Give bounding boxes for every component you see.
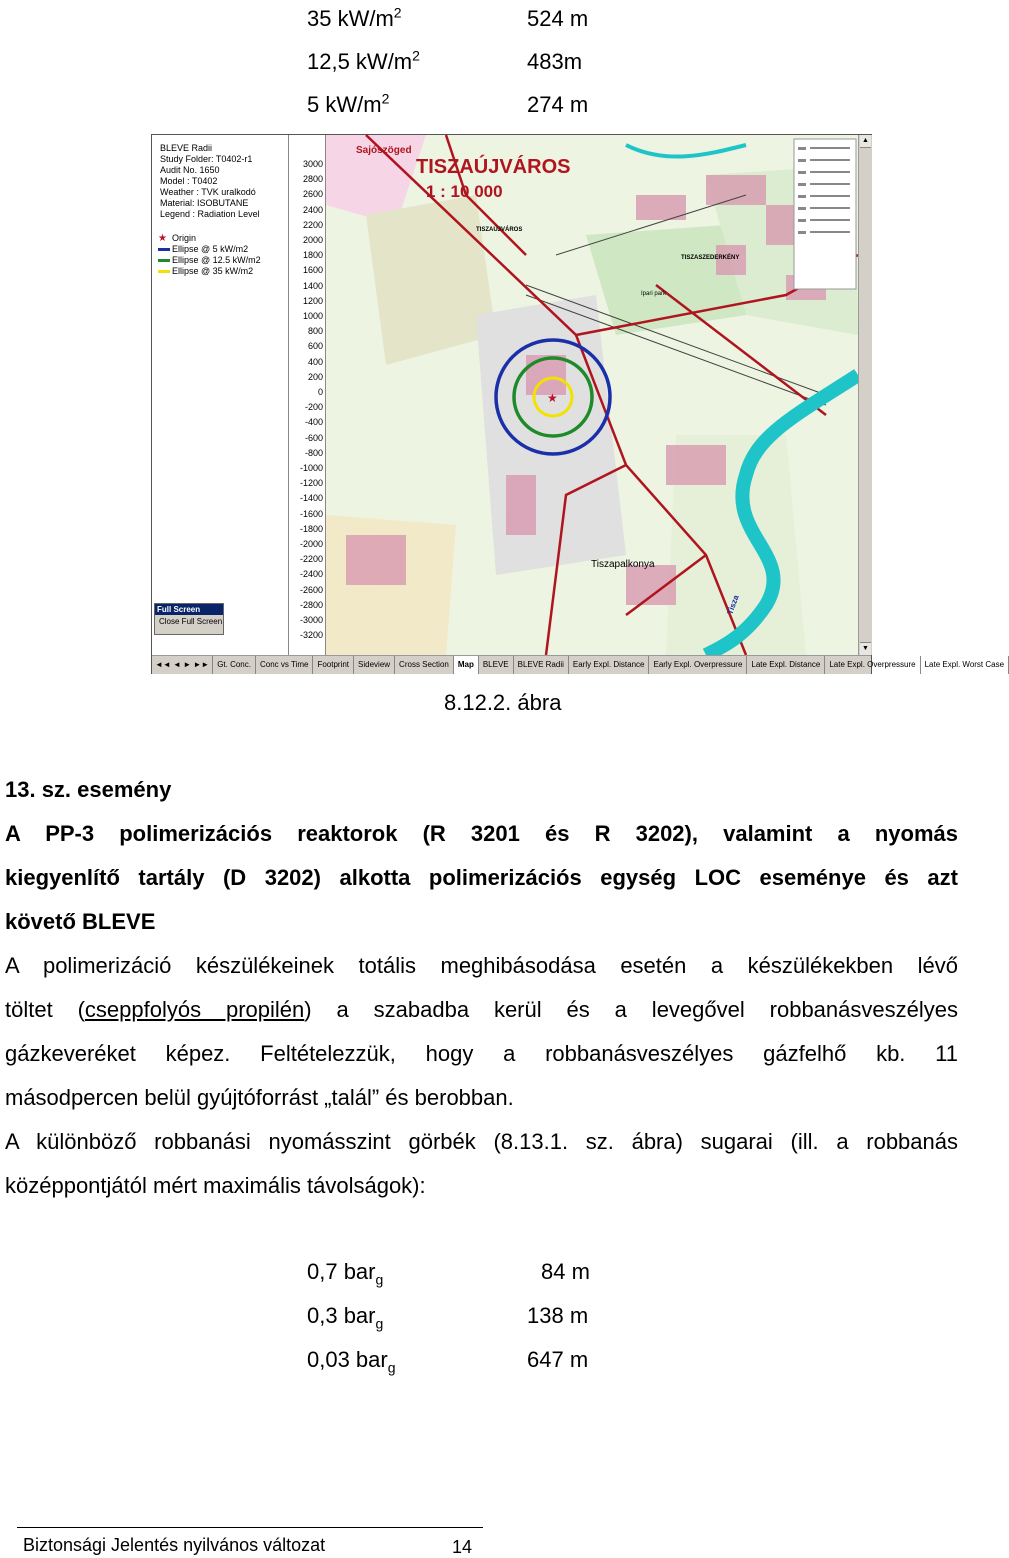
scale-tick-label: 2400 — [302, 204, 323, 215]
scroll-down-icon[interactable]: ▼ — [860, 642, 871, 655]
label-park: Ipari park — [641, 291, 667, 297]
scale-tick-label: -2400 — [299, 569, 323, 580]
tab-bleve-radii[interactable]: BLEVE Radii — [514, 656, 569, 674]
scale-tick-label: -400 — [304, 417, 323, 428]
tab-early-expl-distance[interactable]: Early Expl. Distance — [569, 656, 650, 674]
legend-item-origin: ★ Origin — [158, 233, 197, 244]
legend-item-35kw: Ellipse @ 35 kW/m2 — [158, 266, 261, 277]
tab-footprint[interactable]: Footprint — [313, 656, 354, 674]
origin-star-icon: ★ — [547, 391, 558, 405]
scale-tick-label: -2000 — [299, 539, 323, 549]
figure-caption: 8.12.2. ábra — [444, 690, 562, 715]
scale-tick-label: -600 — [304, 432, 323, 443]
study-info-line: Weather : TVK uralkodó — [160, 187, 256, 197]
tab-late-expl-overpressure[interactable]: Late Expl. Overpressure — [825, 656, 920, 674]
scale-tick-label: 1400 — [302, 280, 323, 291]
map-tab-bar — [152, 655, 1005, 674]
body-line-5: A különböző robbanási nyomásszint görbék (8.13.1. sz. ábra) sugarai (ill. a robbanás — [5, 1129, 958, 1154]
study-info-line: Study Folder: T0402-r1 — [160, 154, 253, 164]
scale-tick-label: 2200 — [302, 219, 323, 230]
label-tiszaujvaros-small: TISZAÚJVÁROS — [476, 227, 523, 233]
body-line-2: töltet (cseppfolyós propilén) a szabadba kerül és a levegővel robbanásveszélyes — [5, 997, 958, 1022]
scale-tick-label: 600 — [307, 341, 323, 352]
legend-item-12-5kw: Ellipse @ 12.5 kW/m2 — [158, 255, 261, 266]
label-sajoszoged: Sajószöged — [356, 145, 412, 156]
scale-tick-label: -1400 — [299, 493, 323, 504]
study-info-line: Material: ISOBUTANE — [160, 198, 249, 208]
full-screen-toolbar[interactable] — [154, 603, 224, 635]
underlined-term: cseppfolyós propilén — [84, 997, 305, 1022]
legend-item-5kw: Ellipse @ 5 kW/m2 — [158, 244, 261, 255]
scale-tick-label: 3000 — [302, 159, 323, 169]
scale-tick-label: 2800 — [302, 174, 323, 185]
scale-tick-label: -1800 — [299, 523, 323, 534]
pressure-label-2: 0,3 bar$_g$ — [307, 1303, 384, 1332]
tab-nav-icon[interactable]: ◄◄ ◄ ► ►► — [152, 656, 213, 674]
label-city: TISZAÚJVÁROS — [416, 156, 571, 178]
label-scale: 1 : 10 000 — [426, 182, 503, 201]
label-tiszapalkonya: Tiszapalkonya — [591, 559, 655, 570]
radiation-value-3: 274 m — [527, 92, 589, 117]
page-number: 14 — [452, 1537, 473, 1557]
study-info-line: Legend : Radiation Level — [160, 209, 260, 219]
scale-tick-label: -200 — [304, 402, 323, 413]
tab-cross-section[interactable]: Cross Section — [395, 656, 454, 674]
full-screen-title: Full Screen — [155, 604, 223, 615]
label-river: Tisza — [725, 593, 741, 616]
map-svg — [326, 135, 858, 655]
map-legend — [158, 233, 261, 277]
footer-text: Biztonsági Jelentés nyilvános változat — [23, 1535, 326, 1555]
pressure-label-3: 0,03 bar$_g$ — [307, 1347, 396, 1376]
scale-tick-label: 2000 — [302, 235, 323, 245]
radiation-label-1: 35 $kW/m^2$ — [307, 4, 402, 31]
study-info-line: Model : T0402 — [160, 176, 218, 186]
radiation-label-3: 5 $kW/m^2$ — [307, 90, 390, 117]
scale-tick-label: -1600 — [299, 508, 323, 519]
scale-tick-label: 1200 — [302, 295, 323, 306]
scale-tick-label: 800 — [307, 326, 323, 337]
tab-late-expl-distance[interactable]: Late Expl. Distance — [747, 656, 825, 674]
pressure-value-1: 84 m — [541, 1259, 590, 1284]
scale-tick-label: 200 — [307, 371, 323, 382]
scale-tick-label: -2200 — [299, 554, 323, 565]
radiation-label-2: 12,5 $kW/m^2$ — [307, 47, 420, 74]
event-title-line-1: A PP-3 polimerizációs reaktorok (R 3201 és R 3202), valamint a nyomás — [5, 821, 958, 846]
scale-tick-label: -3200 — [299, 630, 323, 641]
scale-tick-label: 400 — [307, 356, 323, 367]
pressure-label-1: 0,7 bar$_g$ — [307, 1259, 384, 1288]
scale-tick-label: -1000 — [299, 463, 323, 473]
scale-tick-label: -1200 — [299, 478, 323, 489]
line-swatch-icon — [158, 270, 170, 273]
scale-tick-label: 0 — [317, 387, 323, 397]
tab-conc-vs-time[interactable]: Conc vs Time — [256, 656, 313, 674]
study-info — [160, 143, 260, 220]
pressure-value-2: 138 m — [527, 1303, 589, 1328]
event-title-line-3: követő BLEVE — [5, 909, 156, 934]
body-line-6: középpontjától mért maximális távolságok): — [5, 1173, 426, 1198]
tab-early-expl-overpressure[interactable]: Early Expl. Overpressure — [649, 656, 747, 674]
close-full-screen-button[interactable]: Close Full Screen — [159, 617, 223, 626]
body-line-4: másodpercen belül gyújtóforrást „talál” és berobban. — [5, 1085, 514, 1110]
origin-star-icon: ★ — [158, 233, 167, 244]
map-scale-bar — [289, 135, 326, 655]
pressure-value-3: 647 m — [527, 1347, 589, 1372]
study-info-line: Audit No. 1650 — [160, 165, 220, 175]
scale-tick-label: 1800 — [302, 250, 323, 261]
radiation-value-2: 483m — [527, 49, 583, 74]
tab-sideview[interactable]: Sideview — [354, 656, 395, 674]
scale-tick-label: -3000 — [299, 615, 323, 625]
line-swatch-icon — [158, 248, 170, 251]
scale-tick-label: 1000 — [302, 311, 323, 321]
scroll-up-icon[interactable]: ▲ — [860, 135, 871, 148]
body-line-1: A polimerizáció készülékeinek totális meghibásodása esetén a készülékekben lévő — [5, 953, 958, 978]
label-tiszaszederkeny: TISZASZEDERKÉNY — [681, 255, 740, 261]
scale-tick-label: 1600 — [302, 265, 323, 276]
tab-late-expl-worst-case[interactable]: Late Expl. Worst Case — [921, 656, 1009, 674]
footer-rule — [17, 1527, 483, 1528]
line-swatch-icon — [158, 259, 170, 262]
tab-bleve[interactable]: BLEVE — [479, 656, 514, 674]
scale-tick-label: 2600 — [302, 189, 323, 200]
scale-tick-label: -2600 — [299, 584, 323, 595]
study-info-line: BLEVE Radii — [160, 143, 213, 153]
map-canvas[interactable] — [326, 135, 858, 655]
tab-map[interactable]: Map — [454, 656, 479, 674]
scale-tick-label: -800 — [304, 447, 323, 458]
body-line-3: gázkeveréket képez. Feltételezzük, hogy a robbanásveszélyes gázfelhő kb. 11 — [5, 1041, 958, 1066]
event-heading: 13. sz. esemény — [5, 777, 172, 802]
map-info-panel — [152, 135, 289, 655]
radiation-value-1: 524 m — [527, 6, 589, 31]
event-title-line-2: kiegyenlítő tartály (D 3202) alkotta polimerizációs egység LOC eseménye és azt — [5, 865, 958, 890]
tab-gt-conc[interactable]: Gt. Conc. — [213, 656, 256, 674]
bleve-map-screenshot — [151, 134, 1005, 674]
scale-tick-label: -2800 — [299, 599, 323, 610]
vertical-scrollbar[interactable] — [858, 135, 872, 655]
